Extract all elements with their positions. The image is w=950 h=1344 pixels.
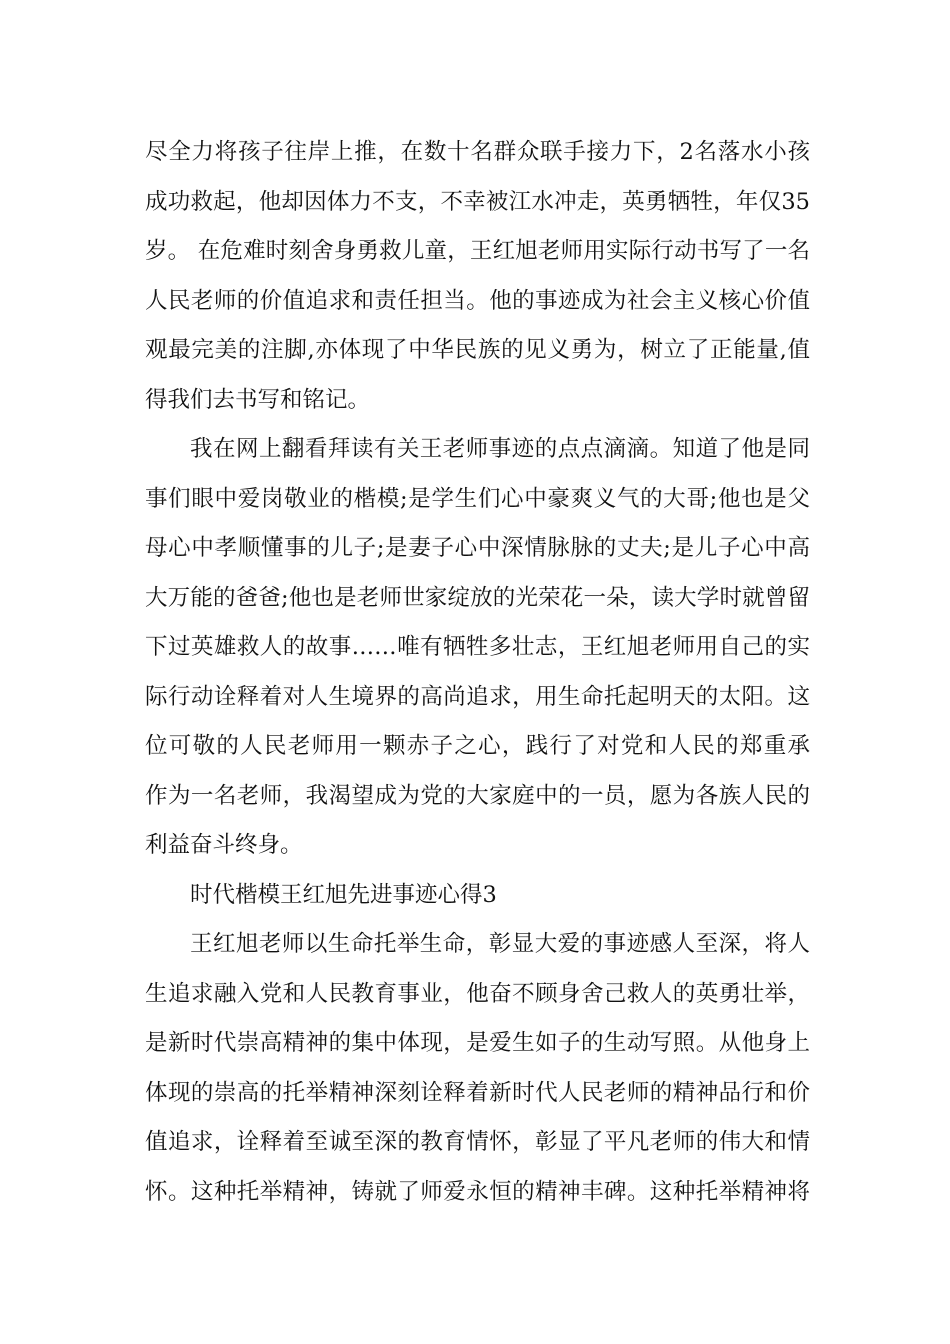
text-line: 成功救起，他却因体力不支，不幸被江水冲走，英勇牺牲，年仅35	[145, 188, 810, 215]
text-line: 事们眼中爱岗敬业的楷模;是学生们心中豪爽义气的大哥;他也是父	[145, 485, 810, 512]
text-line: 岁。 在危难时刻舍身勇救儿童，王红旭老师用实际行动书写了一名	[145, 238, 810, 264]
text-line: 大万能的爸爸;他也是老师世家绽放的光荣花一朵，读大学时就曾留	[145, 584, 810, 611]
paragraph	[145, 920, 810, 1217]
document-body	[145, 128, 810, 1217]
text-line: 际行动诠释着对人生境界的高尚追求，用生命托起明天的太阳。这	[145, 683, 810, 710]
text-line: 下过英雄救人的故事……唯有牺牲多壮志，王红旭老师用自己的实	[145, 634, 810, 660]
text-line: 观最完美的注脚,亦体现了中华民族的见义勇为，树立了正能量,值	[145, 337, 810, 363]
text-line: 是新时代崇高精神的集中体现，是爱生如子的生动写照。从他身上	[145, 1030, 810, 1056]
text-line: 我在网上翻看拜读有关王老师事迹的点点滴滴。知道了他是同	[190, 436, 810, 462]
heading-text: 时代楷模王红旭先进事迹心得3	[190, 881, 497, 908]
text-line: 生追求融入党和人民教育事业，他奋不顾身舍己救人的英勇壮举，	[145, 980, 810, 1007]
text-line: 得我们去书写和铭记。	[145, 386, 371, 413]
text-line: 利益奋斗终身。	[145, 832, 303, 858]
text-line: 尽全力将孩子往岸上推，在数十名群众联手接力下，2名落水小孩	[145, 139, 810, 165]
text-line: 人民老师的价值追求和责任担当。他的事迹成为社会主义核心价值	[145, 287, 810, 314]
text-line: 母心中孝顺懂事的儿子;是妻子心中深情脉脉的丈夫;是儿子心中高	[145, 535, 810, 561]
text-line: 王红旭老师以生命托举生命，彰显大爱的事迹感人至深，将人	[190, 931, 810, 957]
text-line: 怀。这种托举精神，铸就了师爱永恒的精神丰碑。这种托举精神将	[145, 1178, 810, 1205]
text-line: 体现的崇高的托举精神深刻诠释着新时代人民老师的精神品行和价	[145, 1079, 810, 1106]
text-line: 位可敬的人民老师用一颗赤子之心，践行了对党和人民的郑重承	[145, 733, 810, 759]
paragraph	[145, 425, 810, 871]
text-line: 作为一名老师，我渴望成为党的大家庭中的一员，愿为各族人民的	[145, 782, 810, 809]
section-heading	[145, 871, 810, 921]
text-line: 值追求，诠释着至诚至深的教育情怀，彰显了平凡老师的伟大和情	[145, 1129, 810, 1155]
paragraph	[145, 128, 810, 425]
